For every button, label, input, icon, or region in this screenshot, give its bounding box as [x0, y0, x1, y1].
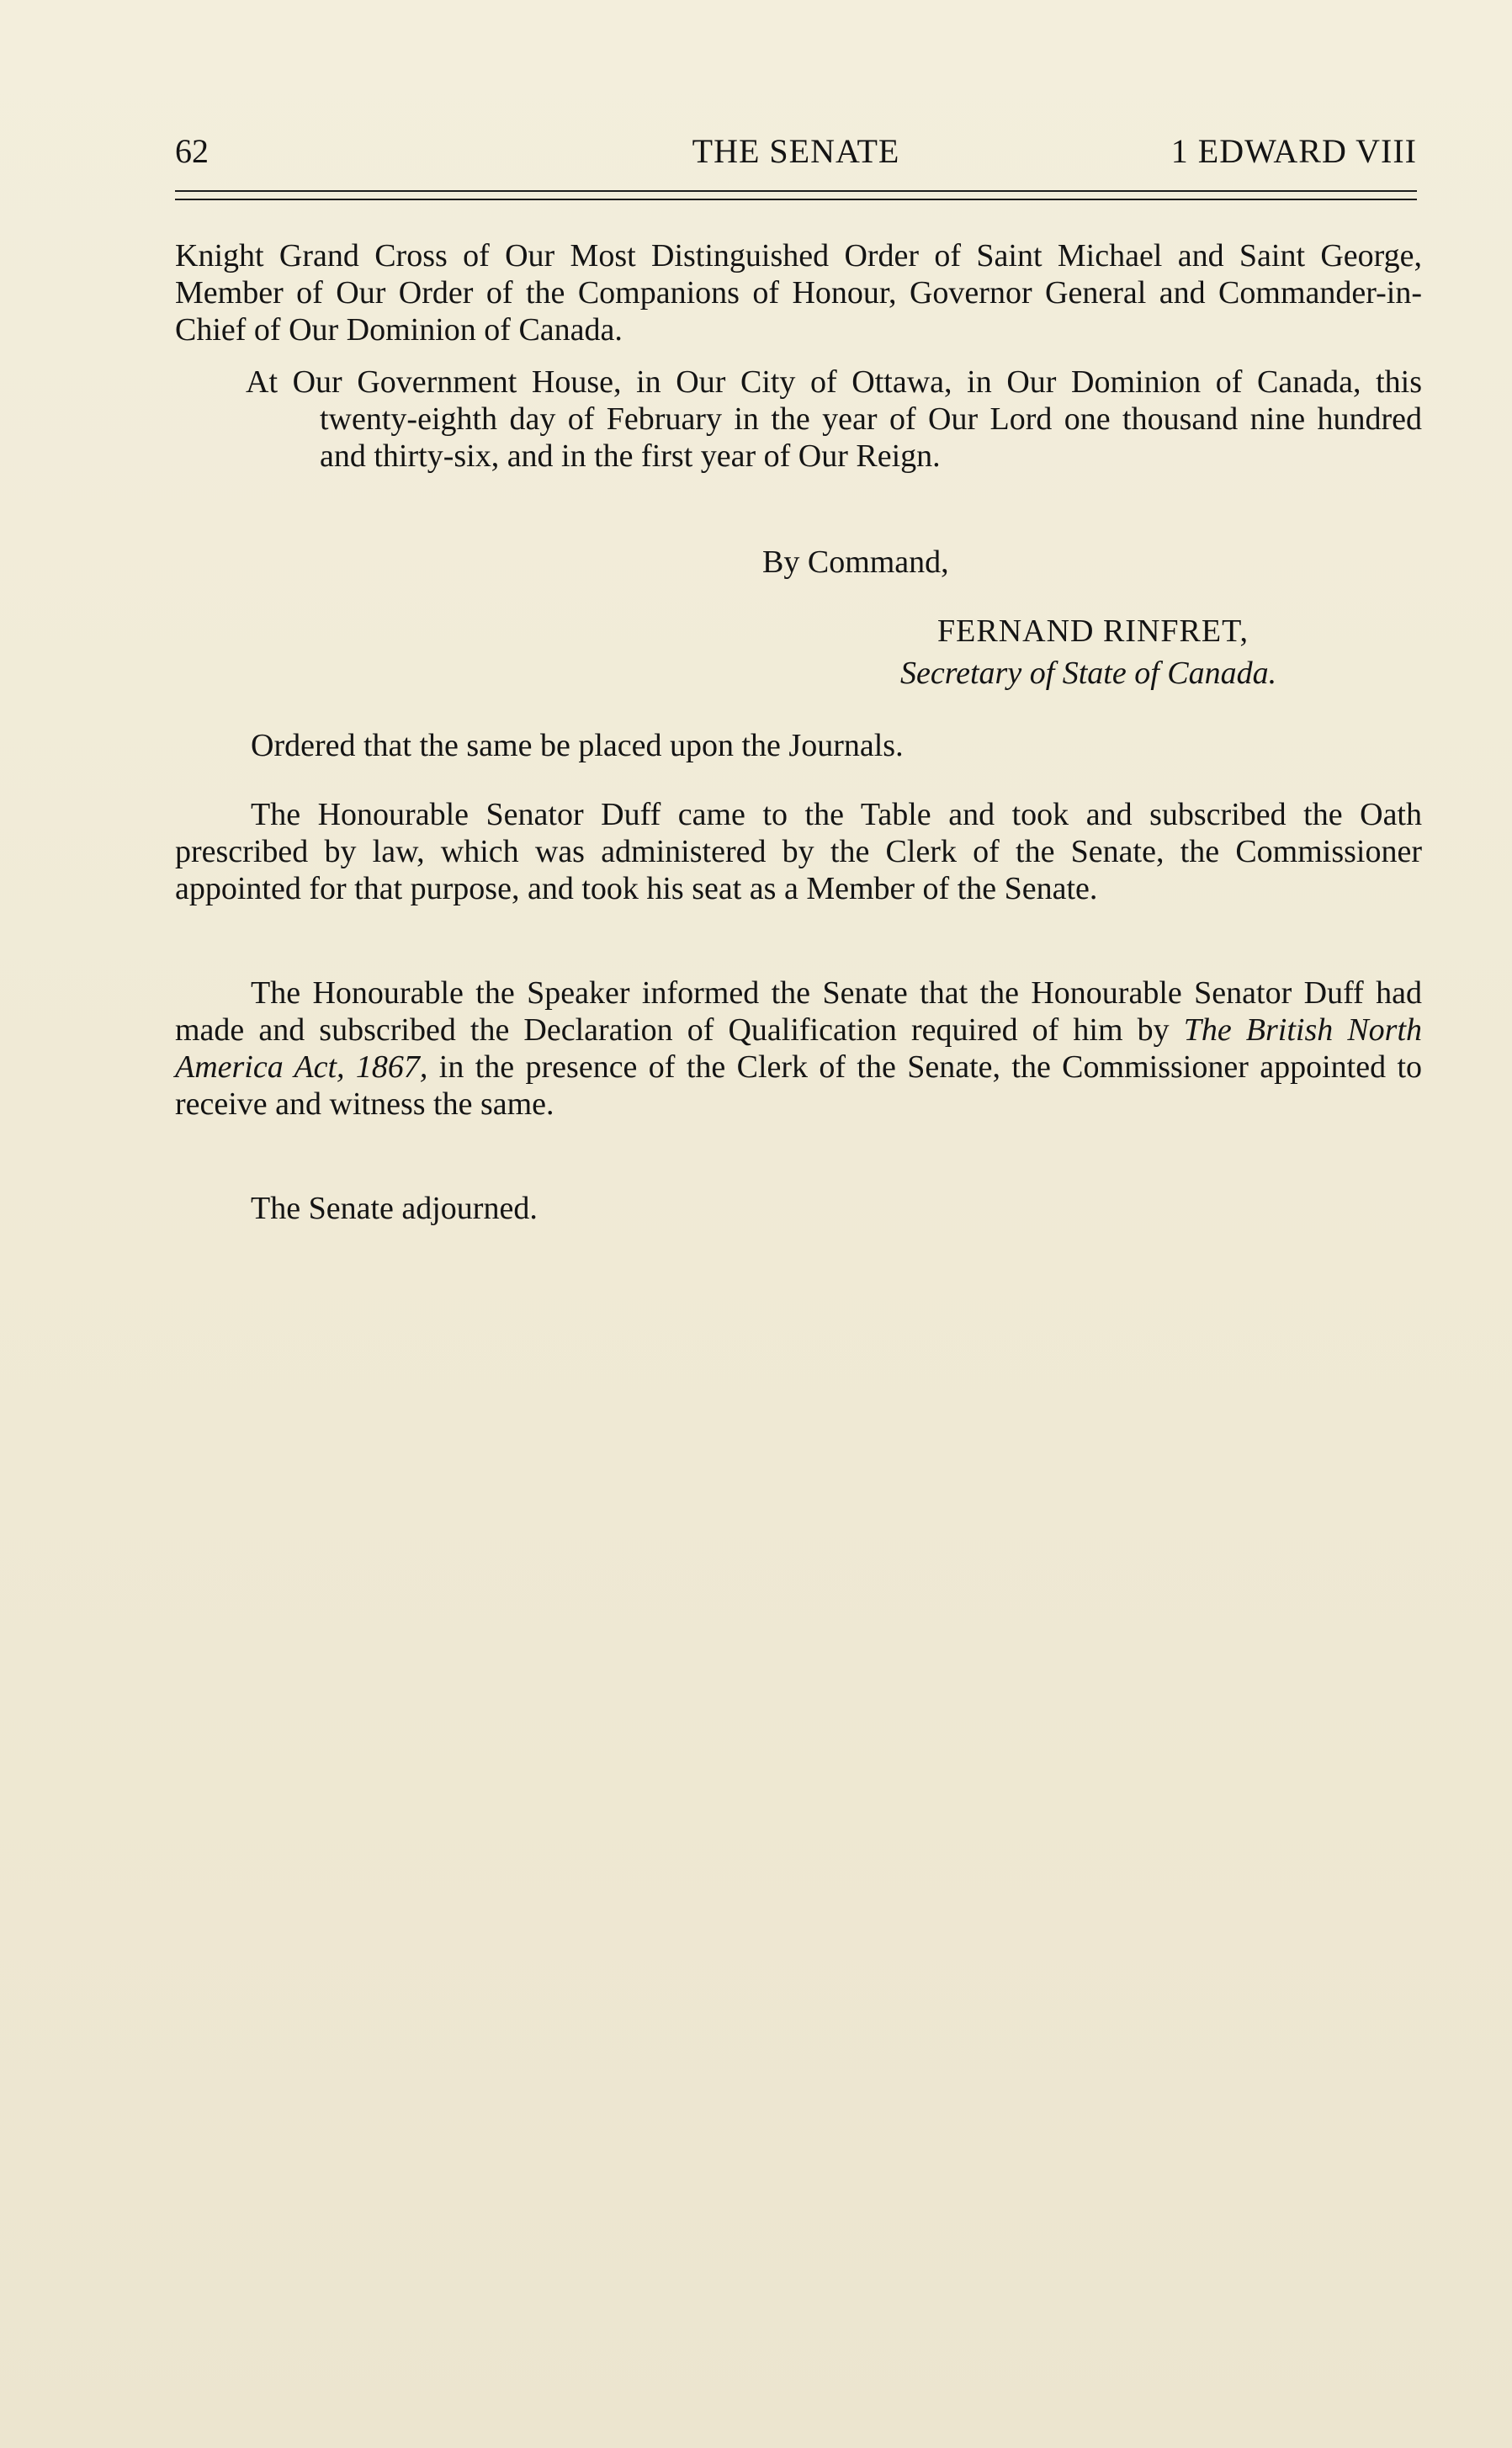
- ordered-text: Ordered that the same be placed upon the Journals.: [251, 728, 904, 763]
- signatory-title: [900, 655, 1276, 692]
- reign-label: 1 EDWARD VIII: [1170, 132, 1417, 170]
- continuation-paragraph: [175, 237, 1422, 348]
- continuation-text: Knight Grand Cross of Our Most Distinguished Order of Saint Michael and Saint George, Member of Our Order of the Companions of Honour, Governor General and Commander-in-Chief of Our Dominion of Canada.: [175, 238, 1422, 348]
- ordered-paragraph: [175, 727, 1422, 764]
- header-rule-bottom: [175, 199, 1417, 200]
- declaration-paragraph: [175, 974, 1422, 1123]
- signatory-title-text: Secretary of State of Canada.: [900, 656, 1277, 691]
- declaration-before: The Honourable the Speaker informed the Senate that the Honourable Senator Duff had made and subscribed the Declaration of Qualification required of him by: [175, 975, 1422, 1048]
- by-command: [762, 544, 949, 581]
- running-title: THE SENATE: [692, 132, 900, 170]
- signatory-name-text: FERNAND RINFRET,: [937, 613, 1249, 649]
- page-header: [175, 126, 1417, 177]
- by-command-text: By Command,: [762, 544, 949, 580]
- declaration-text: [175, 974, 1422, 1123]
- declaration-act: The British North America Act, 1867,: [175, 1012, 1423, 1085]
- header-rule-top: [175, 190, 1417, 192]
- given-at-paragraph: [175, 364, 1422, 475]
- oath-text: The Honourable Senator Duff came to the Table and took and subscribed the Oath prescribed by law, which was administered by the Clerk of the Senate, the Commissioner appointed for that purpose, and took his seat as a Member of the Senate.: [175, 797, 1422, 906]
- given-at-text: At Our Government House, in Our City of Ottawa, in Our Dominion of Canada, this twenty-eighth day of February in the year of Our Lord one thousand nine hundred and thirty-six, and in the first year of Our Reign.: [246, 364, 1422, 474]
- signatory-name: [937, 613, 1249, 650]
- oath-paragraph: [175, 796, 1422, 907]
- declaration-after: in the presence of the Clerk of the Senate, the Commissioner appointed to receive and witness the same.: [175, 1049, 1422, 1122]
- adjourned-text: The Senate adjourned.: [251, 1191, 538, 1226]
- page-number: 62: [175, 132, 209, 170]
- adjourned-paragraph: [175, 1190, 1422, 1227]
